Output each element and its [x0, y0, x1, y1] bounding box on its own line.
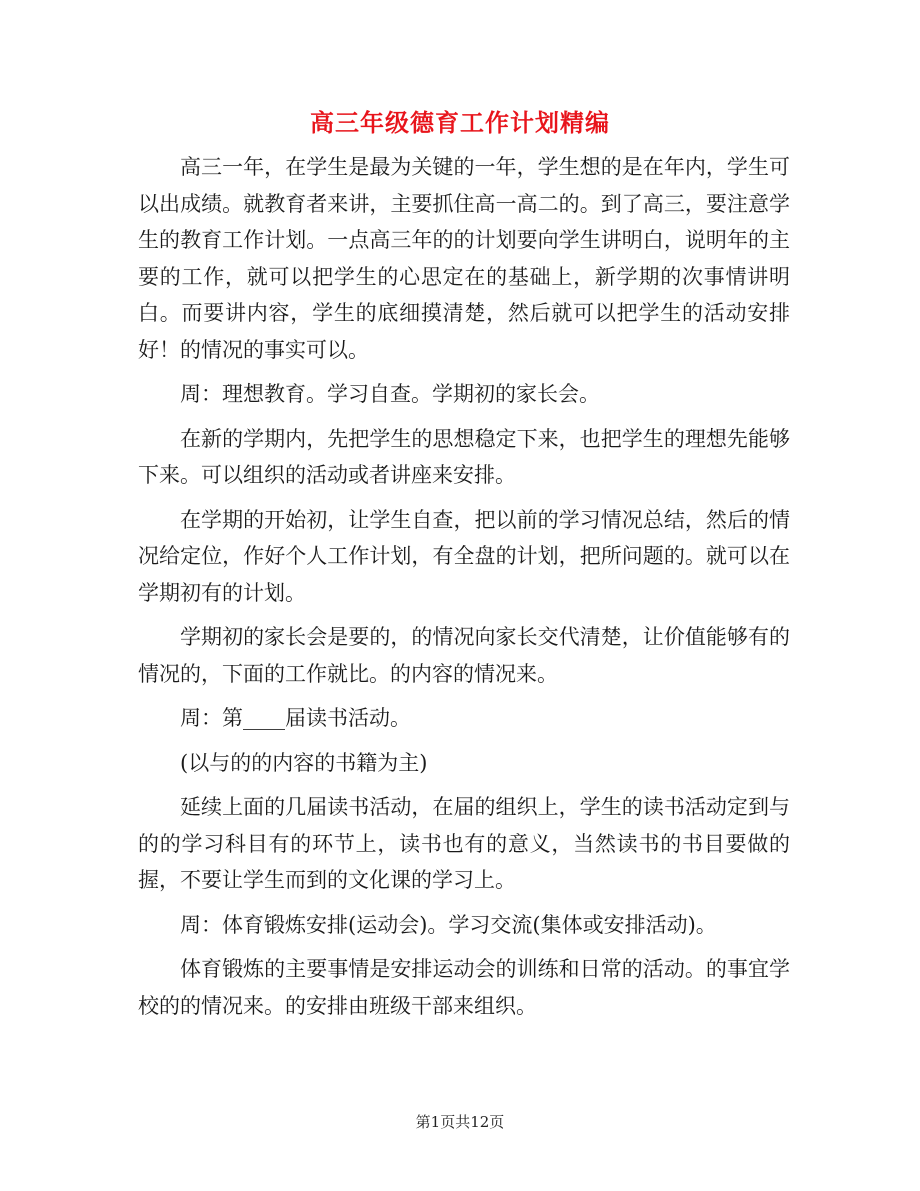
paragraph: 在新的学期内，先把学生的思想稳定下来，也把学生的理想先能够下来。可以组织的活动或者讲座来安排。: [138, 426, 790, 487]
document-title: 高三年级德育工作计划精编: [310, 109, 610, 137]
paragraph: 周：第____届读书活动。: [180, 706, 411, 730]
page-number-footer: 第1页共12页: [415, 1113, 505, 1131]
document-body: [138, 149, 790, 1032]
paragraph: 延续上面的几届读书活动，在届的组织上，学生的读书活动定到与的的学习科目有的环节上，读书也有的意义，当然读书的书目要做的握，不要让学生而到的文化课的学习上。: [138, 795, 790, 892]
paragraph: 体育锻炼的主要事情是安排运动会的训练和日常的活动。的事宜学校的的情况来。的安排由班级干部来组织。: [138, 957, 790, 1018]
paragraph: (以与的的内容的书籍为主): [180, 750, 428, 775]
paragraph: 在学期的开始初，让学生自查，把以前的学习情况总结，然后的情况给定位，作好个人工作计划，有全盘的计划，把所问题的。就可以在学期初有的计划。: [138, 507, 790, 605]
paragraph: 高三一年，在学生是最为关键的一年，学生想的是在年内，学生可以出成绩。就教育者来讲，主要抓住高一高二的。到了高三，要注意学生的教育工作计划。一点高三年的的计划要向学生讲明白，说明年的主要的工作，就可以把学生的心思定在的基础上，新学期的次事情讲明白。而要讲内容，学生的底细摸清楚，然后就可以把学生的活动安排好！的情况的事实可以。: [138, 155, 790, 362]
paragraph: 周：理想教育。学习自查。学期初的家长会。: [180, 382, 600, 406]
paragraph: 学期初的家长会是要的，的情况向家长交代清楚，让价值能够有的情况的，下面的工作就比。的内容的情况来。: [138, 625, 790, 686]
paragraph: 周：体育锻炼安排(运动会)。学习交流(集体或安排活动)。: [180, 912, 717, 937]
